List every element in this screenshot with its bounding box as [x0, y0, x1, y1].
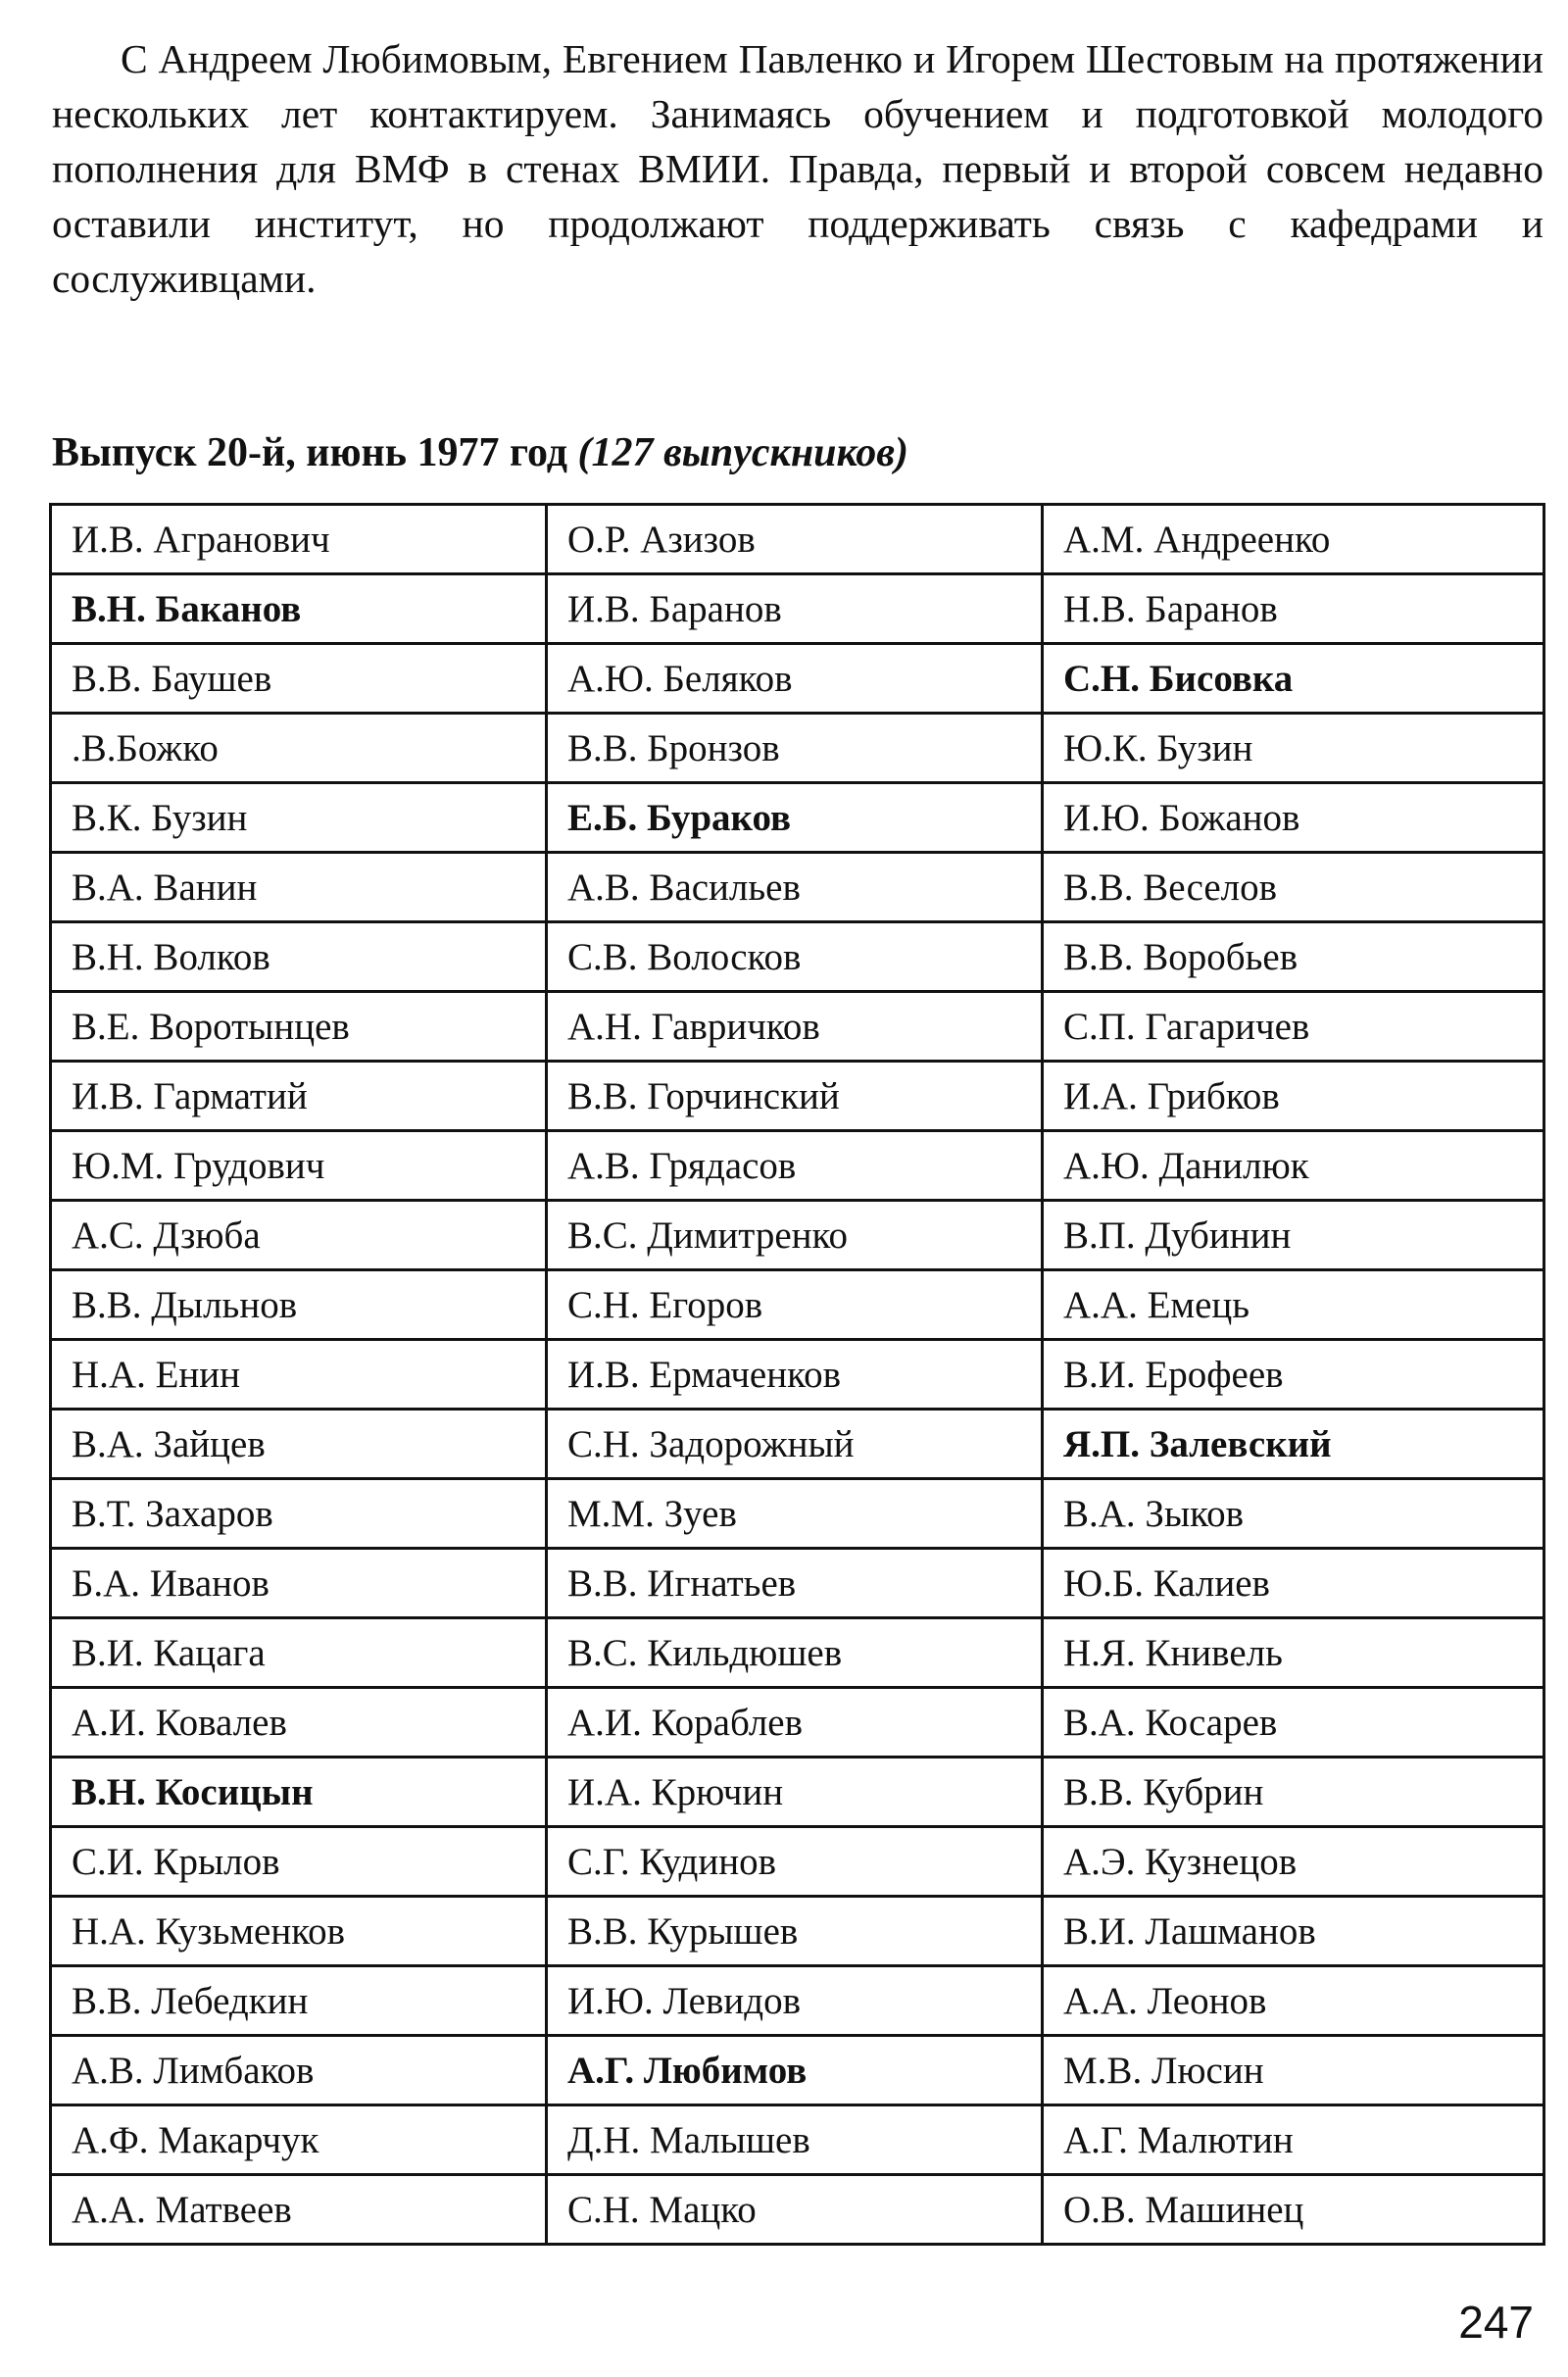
graduate-cell: В.В. Бронзов: [547, 714, 1043, 783]
table-row: [51, 1688, 1544, 1758]
table-row: [51, 1966, 1544, 2036]
graduate-cell: В.Е. Воротынцев: [51, 992, 547, 1062]
graduate-cell: С.Н. Мацко: [547, 2175, 1043, 2245]
graduate-cell: Н.В. Баранов: [1043, 574, 1544, 644]
graduate-cell: С.Г. Кудинов: [547, 1827, 1043, 1897]
table-row: [51, 644, 1544, 714]
table-row: [51, 1062, 1544, 1131]
graduate-cell: В.В. Баушев: [51, 644, 547, 714]
table-row: [51, 1827, 1544, 1897]
graduate-cell: В.Н. Косицын: [51, 1758, 547, 1827]
graduate-cell: В.В. Кубрин: [1043, 1758, 1544, 1827]
table-row: [51, 714, 1544, 783]
graduate-cell: В.В. Дыльнов: [51, 1270, 547, 1340]
heading-title: Выпуск 20-й, июнь 1977 год: [52, 430, 568, 475]
table-row: [51, 853, 1544, 922]
graduate-cell: Е.Б. Бураков: [547, 783, 1043, 853]
graduate-cell: А.Н. Гавричков: [547, 992, 1043, 1062]
graduate-cell: С.Н. Бисовка: [1043, 644, 1544, 714]
graduate-cell: С.Н. Задорожный: [547, 1410, 1043, 1479]
table-row: [51, 992, 1544, 1062]
table-row: [51, 574, 1544, 644]
graduate-cell: Н.А. Кузьменков: [51, 1897, 547, 1966]
graduate-cell: И.В. Баранов: [547, 574, 1043, 644]
graduate-cell: В.А. Косарев: [1043, 1688, 1544, 1758]
graduate-cell: В.К. Бузин: [51, 783, 547, 853]
graduate-cell: А.В. Грядасов: [547, 1131, 1043, 1201]
graduate-cell: В.И. Ерофеев: [1043, 1340, 1544, 1410]
table-row: [51, 2105, 1544, 2175]
table-row: [51, 2036, 1544, 2105]
graduate-cell: А.Г. Малютин: [1043, 2105, 1544, 2175]
graduate-cell: А.В. Лимбаков: [51, 2036, 547, 2105]
graduate-cell: Б.А. Иванов: [51, 1549, 547, 1618]
graduate-cell: С.П. Гагаричев: [1043, 992, 1544, 1062]
graduate-cell: И.В. Гарматий: [51, 1062, 547, 1131]
graduate-cell: А.Ф. Макарчук: [51, 2105, 547, 2175]
graduate-cell: Ю.М. Грудович: [51, 1131, 547, 1201]
heading-note: (127 выпускников): [577, 430, 908, 475]
graduate-cell: И.Ю. Левидов: [547, 1966, 1043, 2036]
graduate-cell: В.В. Игнатьев: [547, 1549, 1043, 1618]
graduate-cell: И.А. Грибков: [1043, 1062, 1544, 1131]
table-row: [51, 1270, 1544, 1340]
table-row: [51, 505, 1544, 574]
graduate-cell: В.И. Лашманов: [1043, 1897, 1544, 1966]
graduate-cell: А.А. Емець: [1043, 1270, 1544, 1340]
graduate-cell: Н.Я. Книвель: [1043, 1618, 1544, 1688]
graduate-cell: В.Н. Баканов: [51, 574, 547, 644]
graduate-cell: М.В. Люсин: [1043, 2036, 1544, 2105]
graduate-cell: В.А. Зыков: [1043, 1479, 1544, 1549]
graduate-cell: В.С. Кильдюшев: [547, 1618, 1043, 1688]
graduate-cell: Д.Н. Малышев: [547, 2105, 1043, 2175]
table-row: [51, 1410, 1544, 1479]
graduate-cell: В.С. Димитренко: [547, 1201, 1043, 1270]
graduate-cell: А.И. Кораблев: [547, 1688, 1043, 1758]
intro-paragraph: С Андреем Любимовым, Евгением Павленко и Игорем Шестовым на протяжении нескольких лет контактируем. Занимаясь обучением и подготовкой молодого пополнения для ВМФ в стенах ВМИИ. Правда, первый и второй совсем недавно оставили институт, но продолжают поддерживать связь с кафедрами и сослуживцами.: [52, 36, 1544, 301]
table-row: [51, 1201, 1544, 1270]
table-row: [51, 1479, 1544, 1549]
graduate-cell: Ю.К. Бузин: [1043, 714, 1544, 783]
graduate-cell: Я.П. Залевский: [1043, 1410, 1544, 1479]
graduate-cell: О.В. Машинец: [1043, 2175, 1544, 2245]
graduate-cell: И.В. Агранович: [51, 505, 547, 574]
table-row: [51, 1340, 1544, 1410]
graduate-cell: Ю.Б. Калиев: [1043, 1549, 1544, 1618]
graduate-cell: В.В. Веселов: [1043, 853, 1544, 922]
table-row: [51, 1131, 1544, 1201]
graduate-cell: .В.Божко: [51, 714, 547, 783]
graduates-table-body: [51, 505, 1544, 2245]
graduate-cell: В.А. Зайцев: [51, 1410, 547, 1479]
page-number: 247: [1458, 2297, 1534, 2348]
graduate-cell: В.В. Лебедкин: [51, 1966, 547, 2036]
graduate-cell: А.Э. Кузнецов: [1043, 1827, 1544, 1897]
table-row: [51, 1758, 1544, 1827]
graduate-cell: А.И. Ковалев: [51, 1688, 547, 1758]
graduate-cell: А.М. Андреенко: [1043, 505, 1544, 574]
table-row: [51, 1618, 1544, 1688]
graduate-cell: В.В. Горчинский: [547, 1062, 1043, 1131]
graduate-cell: И.В. Ермаченков: [547, 1340, 1043, 1410]
graduate-cell: В.Т. Захаров: [51, 1479, 547, 1549]
graduate-cell: В.В. Курышев: [547, 1897, 1043, 1966]
graduate-cell: А.С. Дзюба: [51, 1201, 547, 1270]
table-row: [51, 922, 1544, 992]
graduate-cell: А.А. Леонов: [1043, 1966, 1544, 2036]
graduate-cell: В.И. Кацага: [51, 1618, 547, 1688]
graduate-cell: С.В. Волосков: [547, 922, 1043, 992]
graduate-cell: А.Ю. Данилюк: [1043, 1131, 1544, 1201]
graduate-cell: А.В. Васильев: [547, 853, 1043, 922]
graduate-cell: М.М. Зуев: [547, 1479, 1043, 1549]
graduate-cell: А.Г. Любимов: [547, 2036, 1043, 2105]
table-row: [51, 1897, 1544, 1966]
graduate-cell: А.Ю. Беляков: [547, 644, 1043, 714]
graduate-cell: С.Н. Егоров: [547, 1270, 1043, 1340]
graduate-cell: В.А. Ванин: [51, 853, 547, 922]
graduate-cell: О.Р. Азизов: [547, 505, 1043, 574]
table-row: [51, 2175, 1544, 2245]
table-row: [51, 1549, 1544, 1618]
graduate-cell: И.Ю. Божанов: [1043, 783, 1544, 853]
section-heading: [52, 429, 908, 476]
graduate-cell: В.В. Воробьев: [1043, 922, 1544, 992]
graduate-cell: Н.А. Енин: [51, 1340, 547, 1410]
graduate-cell: И.А. Крючин: [547, 1758, 1043, 1827]
graduate-cell: В.Н. Волков: [51, 922, 547, 992]
graduate-cell: С.И. Крылов: [51, 1827, 547, 1897]
graduate-cell: А.А. Матвеев: [51, 2175, 547, 2245]
graduates-table: [49, 503, 1545, 2246]
graduate-cell: В.П. Дубинин: [1043, 1201, 1544, 1270]
table-row: [51, 783, 1544, 853]
